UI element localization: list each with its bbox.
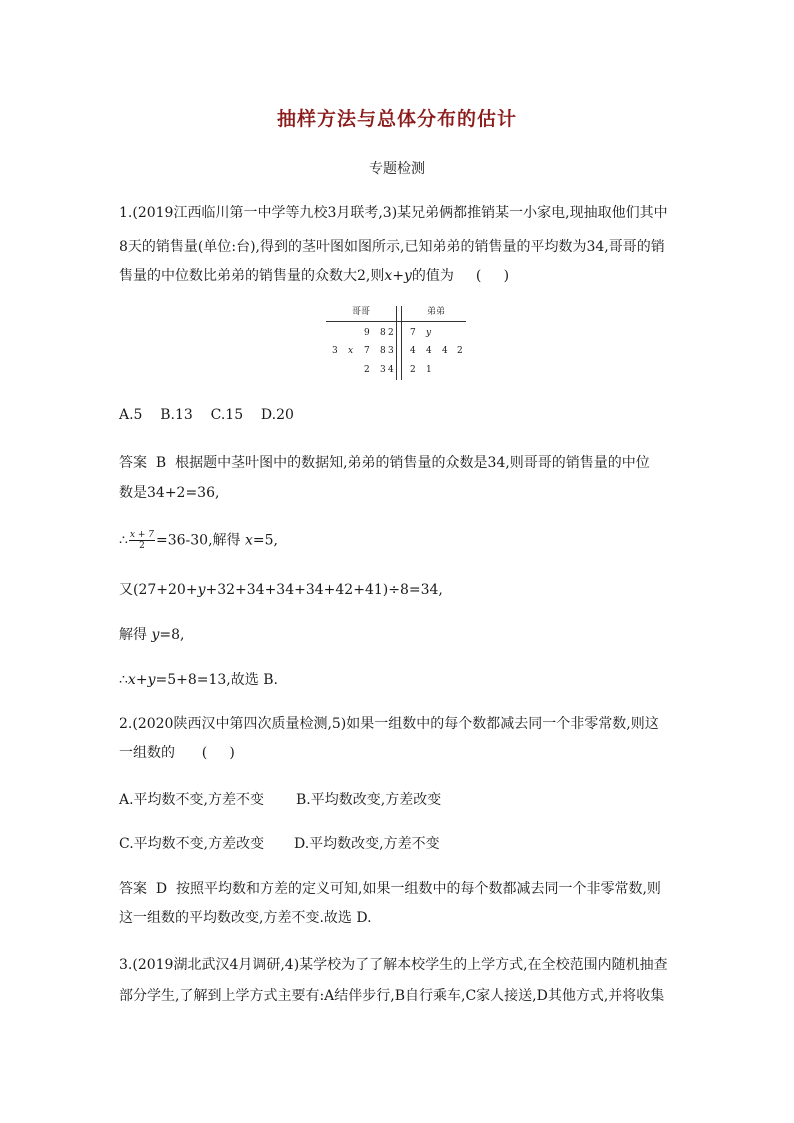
answer-paren: ( ): [475, 268, 510, 284]
a1-line-1: 答案 B 根据题中茎叶图中的数据知,弟弟的销售量的众数是34,则哥哥的销售量的中位: [119, 455, 650, 471]
var-x: x: [384, 268, 393, 284]
left-leaf: 7: [364, 346, 370, 356]
q1-line-1: 1.(2019江西临川第一中学等九校3月联考,3)某兄弟俩都推销某一小家电,现抽取他们其中: [119, 205, 668, 221]
left-leaf: 2: [364, 365, 370, 375]
left-leaf: x: [348, 346, 354, 356]
therefore-sign: ∴: [119, 532, 128, 549]
page-title: 抽样方法与总体分布的估计: [276, 108, 517, 130]
left-leaf: 8: [380, 328, 386, 338]
plus-sign: +: [392, 268, 404, 284]
a1-line-6-end: =5+8=13,故选 B.: [155, 672, 278, 688]
right-leaf: 2: [410, 365, 416, 375]
a1-line-2: 数是34+2=36,: [119, 485, 220, 501]
header-left: 哥哥: [352, 307, 371, 317]
right-leaf: 4: [442, 346, 448, 356]
right-leaf: 2: [457, 346, 463, 356]
q2-line-2: 一组数的 ( ): [119, 745, 235, 761]
q1-options: A.5 B.13 C.15 D.20: [119, 407, 294, 423]
a1-line-5-start: 解得: [119, 627, 152, 643]
var-x: x: [127, 672, 136, 688]
var-y: y: [197, 582, 206, 598]
q1-line-2: 8天的销售量(单位:台),得到的茎叶图如图所示,已知弟弟的销售量的平均数为34,哥哥的销: [119, 239, 665, 255]
q2-line-1: 2.(2020陕西汉中第四次质量检测,5)如果一组数中的每个数都减去同一个非零常数,则这: [119, 716, 659, 732]
stem-divider-right: [401, 306, 402, 380]
q3-line-2: 部分学生,了解到上学方式主要有:A结伴步行,B自行乘车,C家人接送,D其他方式,并将收集: [119, 988, 665, 1004]
var-y: y: [151, 627, 160, 643]
q2-option-c: C.平均数不变,方差改变: [119, 836, 265, 852]
a1-line-5: [119, 625, 679, 645]
plus-sign: +: [135, 672, 148, 688]
a2-line-2: 这一组数的平均数改变,方差不变.故选 D.: [119, 910, 372, 926]
q1-line-3-end: 的值为: [411, 268, 454, 284]
q1-line-3: [119, 266, 679, 286]
right-leaf: y: [426, 328, 432, 338]
right-leaf: 7: [410, 328, 416, 338]
fraction-denominator: 2: [139, 541, 145, 551]
var-y: y: [404, 268, 412, 284]
a1-line-4: [119, 580, 679, 600]
stem-value: 3: [388, 346, 394, 356]
left-leaf: 8: [380, 346, 386, 356]
q2-option-b: B.平均数改变,方差改变: [296, 792, 442, 808]
stem-leaf-plot: [326, 306, 466, 380]
right-leaf: 4: [426, 346, 432, 356]
a1-line-4-end: +32+34+34+34+42+41)÷8=34,: [205, 582, 443, 598]
fraction-numerator: x + 7: [129, 530, 154, 540]
left-leaf: 3: [380, 365, 386, 375]
a1-line-5-end: =8,: [159, 627, 185, 643]
q2-option-d: D.平均数改变,方差不变: [294, 836, 440, 852]
page-subtitle: 专题检测: [369, 161, 425, 177]
stem-value: 4: [388, 365, 394, 375]
fraction: [129, 530, 155, 551]
therefore-sign: ∴: [119, 672, 128, 688]
a2-line-1: 答案 D 按照平均数和方差的定义可知,如果一组数中的每个数都减去同一个非零常数,则: [119, 881, 661, 897]
header-right: 弟弟: [427, 307, 446, 317]
q3-line-1: 3.(2019湖北武汉4月调研,4)某学校为了了解本校学生的上学方式,在全校范围内随机抽查: [119, 957, 668, 973]
stem-value: 2: [388, 328, 394, 338]
var-y: y: [147, 672, 156, 688]
left-leaf: 9: [364, 328, 370, 338]
a1-line-6: [119, 670, 679, 690]
left-leaf: 3: [332, 346, 338, 356]
a1-line-3-end: =5,: [252, 532, 278, 549]
a1-line-3-text: =36-30,解得: [156, 532, 245, 549]
var-x: x: [245, 532, 253, 549]
a1-line-4-start: 又(27+20+: [119, 582, 198, 598]
stem-divider-left: [396, 306, 397, 380]
a1-line-3: [119, 530, 679, 551]
right-leaf: 1: [426, 365, 432, 375]
q2-option-a: A.平均数不变,方差不变: [119, 792, 265, 808]
right-leaf: 4: [410, 346, 416, 356]
q1-line-3-text: 售量的中位数比弟弟的销售量的众数大2,则: [119, 268, 385, 284]
